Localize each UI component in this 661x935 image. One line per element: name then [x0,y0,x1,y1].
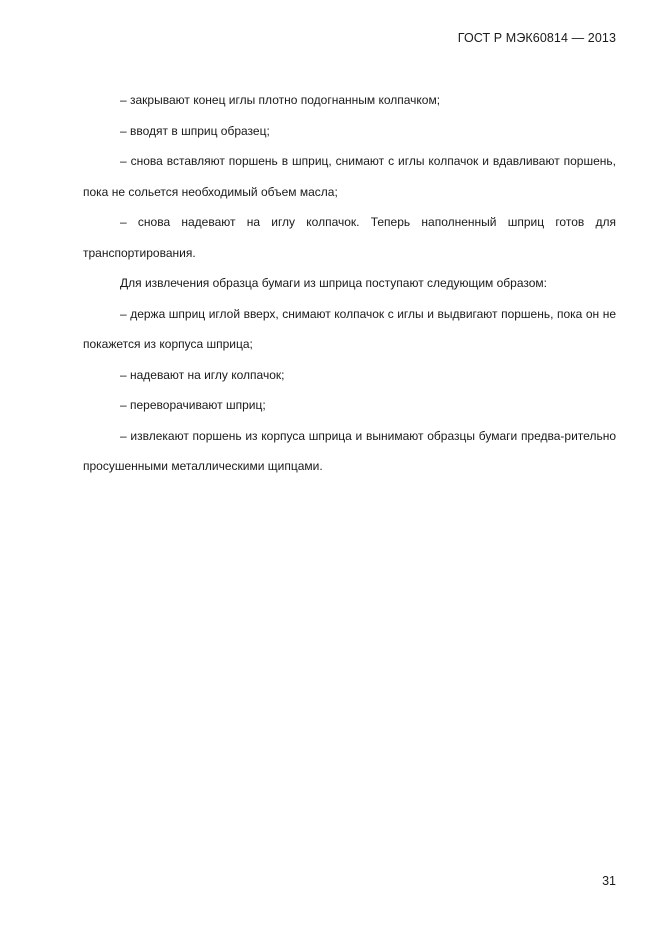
paragraph: – держа шприц иглой вверх, снимают колпачок с иглы и выдвигают поршень, пока он не покажется из корпуса шприца; [83,306,616,351]
paragraph: – извлекают поршень из корпуса шприца и вынимают образцы бумаги предва-рительно просушенными металлическими щипцами. [83,428,616,473]
paragraph: – снова надевают на иглу колпачок. Теперь наполненный шприц готов для транспортирования. [83,215,616,260]
paragraph: Для извлечения образца бумаги из шприца поступают следующим образом: [120,276,548,290]
page-number: 31 [602,874,616,888]
document-body [83,85,616,482]
document-header: ГОСТ Р МЭК60814 — 2013 [457,31,616,45]
paragraph: – закрывают конец иглы плотно подогнанным колпачком; [120,93,441,107]
paragraph: – вводят в шприц образец; [120,123,270,138]
paragraph: – переворачивают шприц; [120,398,266,412]
paragraph: – снова вставляют поршень в шприц, снимают с иглы колпачок и вдавливают поршень, пока не сольется необходимый объем масла; [83,154,616,199]
paragraph: – надевают на иглу колпачок; [120,367,285,382]
